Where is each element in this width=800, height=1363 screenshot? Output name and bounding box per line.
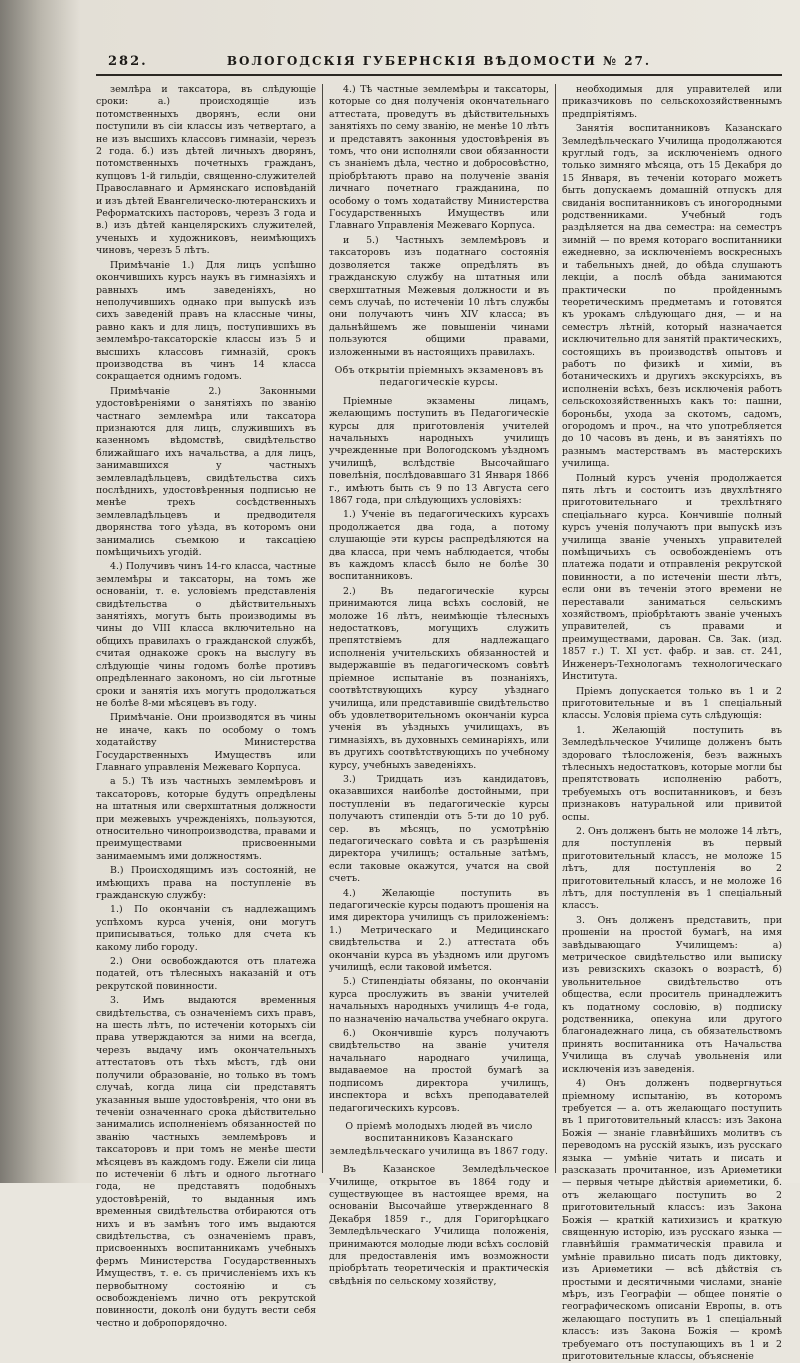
- paragraph: 1.) Ученіе въ педагогическихъ курсахъ продолжается два года, а потому слушающіе эти курсы распредѣляются на два класса, при чемъ наблюдается, чтобы въ каждомъ классѣ было не болѣе 30 воспитанниковъ.: [329, 509, 549, 583]
- paragraph: 2. Онъ долженъ быть не моложе 14 лѣтъ, для поступленія въ первый приготовительный классъ, не моложе 15 лѣтъ, для поступленія во 2 приготовительный классъ, и не моложе 16 лѣтъ, для поступленія въ 1 спеціальный классъ.: [562, 825, 782, 912]
- paragraph: 4.) Получивъ чинъ 14-го класса, частные землемѣры и таксаторы, на томъ же основаніи, т. е. условіемъ представленія свидѣтельства о дѣйствительныхъ занятіяхъ, могутъ быть производимы въ чины до VIII класса включительно на общихъ правилахъ о гражданской службѣ, считая однакоже срокъ на выслугу въ слѣдующіе чины годомъ болѣе противъ опредѣленнаго закономъ, но сіи льготные сроки и занятія ихъ могутъ продолжаться не болѣе 8-ми мѣсяцевъ въ году.: [96, 561, 316, 709]
- paragraph: Примѣчаніе 1.) Для лицъ успѣшно окончившихъ курсъ наукъ въ гимназіяхъ и равныхъ имъ заведеніяхъ, но неполучившихъ однако при выпускѣ изъ сихъ заведеній правъ на классные чины, равно какъ и для лицъ, поступившихъ въ землемѣро-таксаторскіе классы изъ 5 и высшихъ классовъ гимназій, срокъ производства въ чинъ 14 класса сокращается однимъ годомъ.: [96, 259, 316, 383]
- paragraph: 1.) По окончаніи съ надлежащимъ успѣхомъ курса ученія, они могутъ приписываться, только для счета къ какому либо городу.: [96, 904, 316, 953]
- column-left: [96, 84, 316, 1329]
- paragraph: Примѣчаніе 2.) Законными удостовѣреніями о занятіяхъ по званію частнаго землемѣра или таксатора признаются для лицъ, служившихъ въ казенномъ вѣдомствѣ, свидѣтельство ближайшаго ихъ начальства, а для лицъ, занимавшихся у частныхъ землевладѣльцевъ, свидѣтельства сихъ послѣднихъ, удостовѣренныя подписью не менѣе трехъ сосѣдственныхъ землевладѣльцевъ и предводителя дворянства того уѣзда, въ которомъ они занимались съемкою и таксаціею помѣщичьихъ угодій.: [96, 385, 316, 559]
- paragraph: 5.) Стипендіаты обязаны, по окончаніи курса прослужить въ званіи учителей начальныхъ народныхъ училищъ 4-е года, по назначенію начальства учебнаго округа.: [329, 976, 549, 1025]
- paragraph: 6.) Окончившіе курсъ получаютъ свидѣтельство на званіе учителя начальнаго народнаго училища, выдаваемое на простой бумагѣ за подписомъ директора училищъ, инспектора и всѣхъ преподавателей педагогическихъ курсовъ.: [329, 1028, 549, 1114]
- paragraph: 4.) Желающіе поступить въ педагогическіе курсы подаютъ прошенія на имя директора училищъ съ приложеніемъ: 1.) Метрическаго и Медицинскаго свидѣтельства и 2.) аттестата объ окончаніи курса въ уѣздномъ или другомъ училищѣ, если таковой имѣется.: [329, 887, 550, 974]
- paragraph: необходимыя для управителей или приказчиковъ по сельскохозяйственнымъ предпріятіямъ.: [562, 84, 782, 120]
- paragraph: В.) Происходящимъ изъ состояній, не имѣющихъ права на поступленіе въ гражданскую службу:: [96, 865, 316, 901]
- paragraph: и 5.) Частныхъ землемѣровъ и таксаторовъ изъ податнаго состоянія дозволяется также опредѣлять въ гражданскую службу на штатныя или сверхштатныя Межевыя должности и въ семъ случаѣ, по истеченіи 10 лѣтъ службы они получаютъ чинъ XIV класса; въ дальнѣйшемъ же повышеніи чинами пользуются общими правами, изложенными въ настоящихъ правилахъ.: [329, 234, 549, 358]
- page-header: [96, 48, 782, 76]
- journal-title: ВОЛОГОДСКІЯ ГУБЕРНСКІЯ ВѢДОМОСТИ № 27.: [226, 54, 652, 68]
- paragraph: 3.) Тридцать изъ кандидатовъ, оказавшихся наиболѣе достойными, при поступленіи въ педагогическіе курсы получаютъ стипендіи отъ 5-ти до 10 руб. сер. въ мѣсяцъ, по усмотрѣнію педагогическаго совѣта и съ разрѣшенія директора училищъ; остальные затѣмъ, если таковые окажутся, учатся на свой счетъ.: [329, 773, 549, 885]
- column-right: [555, 84, 782, 1363]
- paragraph: Въ Казанское Земледѣльческое Училище, открытое въ 1864 году и существующее въ настоящее время, на основаніи Высочайше утвержденнаго 8 Декабря 1859 г., для Горигорѣцкаго Земледѣльческаго Училища положенія, принимаются молодые люди всѣхъ сословій для предоставленія имъ возможности пріобрѣтать теоретическія и практическія свѣдѣнія по сельскому хозяйству,: [329, 1164, 549, 1287]
- paragraph: 2.) Они освобождаются отъ платежа податей, отъ тѣлесныхъ наказаній и отъ рекрутской повинности.: [96, 956, 316, 992]
- paragraph: 3. Имъ выдаются временныя свидѣтельства, съ означеніемъ сихъ правъ, на шесть лѣтъ, по истеченіи которыхъ сіи права утверждаются за ними на всегда, черезъ выдачу имъ окончательныхъ аттестатовъ отъ тѣхъ мѣстъ, гдѣ они получили образованіе, но только въ томъ случаѣ, когда лица сіи представятъ указанныя выше удостовѣренія, что они въ теченіи означеннаго срока дѣйствительно занимались исполненіемъ обязанностей по званію частныхъ землемѣровъ и таксаторовъ и при томъ не менѣе шести мѣсяцевъ въ каждомъ году. Ежели сіи лица по истеченіи 6 лѣтъ и одного льготнаго года, не представятъ подобныхъ удостовѣреній, то выданныя имъ временныя свидѣтельства отбираются отъ нихъ и въ замѣнъ того имъ выдаются свидѣтельства, съ означеніемъ правъ, присвоенныхъ воспитанникамъ учебныхъ фермъ Министерства Государственныхъ Имуществъ, т. е. съ причисленіемъ ихъ къ первобытному состоянію и съ освобожденіемъ лично отъ рекрутской повинности, доколѣ они будутъ вести себя честно и добропорядочно.: [96, 995, 316, 1329]
- paragraph: 4.) Тѣ частные землемѣры и таксаторы, которые со дня полученія окончательнаго аттестата, проведутъ въ дѣйствительныхъ занятіяхъ по сему званію, не менѣе 10 лѣтъ и представятъ законныя удостовѣренія въ томъ, что они исполняли свои обязанности съ знаніемъ дѣла, честно и добросовѣстно, пріобрѣтаютъ право на полученіе званія личнаго почетнаго гражданина, по особому о томъ ходатайству Министерства Государственныхъ Имуществъ или Главнаго Управленія Межеваго Корпуса.: [329, 84, 549, 232]
- section-heading: Объ открытіи пріемныхъ экзаменовъ въ педагогическіе курсы.: [334, 364, 544, 389]
- paragraph: Примѣчаніе. Они производятся въ чины не иначе, какъ по особому о томъ ходатайству Министерства Государственныхъ Имуществъ или Главнаго управленія Межеваго Корпуса.: [96, 712, 316, 773]
- page-number: 282.: [108, 54, 148, 69]
- paragraph: 3. Онъ долженъ представить, при прошеніи на простой бумагѣ, на имя завѣдывающаго Училищемъ: а) метрическое свидѣтельство или выписку изъ ревизскихъ сказокъ о возрастѣ, б) увольнительное свидѣтельство отъ общества, если проситель принадлежитъ къ податному сословію, в) подписку родственника, опекуна или другого благонадежнаго лица, съ обязательствомъ принять воспитанника отъ Начальства Училища въ случаѣ увольненія или исключенія изъ заведенія.: [562, 914, 782, 1075]
- column-middle: [322, 84, 550, 1287]
- paragraph: Занятія воспитанниковъ Казанскаго Земледѣльческаго Училища продолжаются круглый годъ, за исключеніемъ одного только зимняго мѣсяца, отъ 15 Декабря до 15 Января, въ теченіи котораго можетъ быть допускаемъ домашній отпускъ для свиданія воспитанниковъ съ иногородными родственниками. Учебный годъ раздѣляется на два семестра: на семестръ зимній — по время котораго воспитанники ежедневно, за исключеніемъ воскресныхъ и табельныхъ дней, до обѣда слушаютъ лекціи, а послѣ обѣда занимаются практически по пройденнымъ теоретическимъ предметамъ и готовятся къ урокамъ слѣдующаго дня, — и на семестръ лѣтній, который назначается исключительно для занятій практическихъ, состоящихъ въ производствѣ опытовъ и работъ по физикѣ и химіи, въ ботаническихъ и другихъ экскурсіяхъ, въ исполненіи всѣхъ, безъ исключенія работъ сельскохозяйственныхъ какъ то: пашни, бороньбы, ухода за скотомъ, садомъ, огородомъ и проч., на что употребляется до 10 часовъ въ день, и въ занятіяхъ по разнымъ мастерствамъ въ мастерскихъ училища.: [562, 123, 782, 470]
- paragraph: а 5.) Тѣ изъ частныхъ землемѣровъ и таксаторовъ, которые будутъ опредѣлены на штатныя или сверхштатныя должности при межевыхъ учрежденіяхъ, пользуются, относительно чинопроизводства, правами и преимуществами присвоенными занимаемымъ ими должностямъ.: [96, 776, 316, 862]
- paragraph: Полный курсъ ученія продолжается пять лѣтъ и состоитъ изъ двухлѣтняго приготовительнаго и трехлѣтняго спеціальнаго курса. Кончившіе полный курсъ ученія получаютъ при выпускѣ изъ училища званіе ученыхъ управителей помѣщичьихъ съ освобожденіемъ отъ платежа подати и отправленія рекрутской повинности, а по истеченіи шести лѣтъ, если они въ теченіи этого времени не переставали заниматься сельскимъ хозяйствомъ, пріобрѣтаютъ званіе ученыхъ управителей, съ правами и преимуществами, дарован. Св. Зак. (изд. 1857 г.) Т. XI уст. фабр. и зав. ст. 241, Инженеръ-Технологамъ технологическаго Института.: [562, 472, 782, 683]
- section-heading: О пріемѣ молодыхъ людей въ число воспитанниковъ Казанскаго земледѣльческаго училища въ 1867 году.: [329, 1120, 549, 1157]
- paragraph: землѣра и таксатора, въ слѣдующіе сроки: а.) происходящіе изъ потомственныхъ дворянъ, если они поступили въ сіи классы изъ четвертаго, а не изъ высшихъ классовъ гимназіи, черезъ 2 года. б.) изъ дѣтей личныхъ дворянъ, потомственныхъ почетныхъ гражданъ, купцовъ 1-й гильдіи, священно-служителей Православнаго и Армянскаго исповѣданій и изъ дѣтей Евангелическо-лютеранскихъ и Реформатскихъ пасторовъ, черезъ 3 года и в.) изъ дѣтей канцелярскихъ служителей, ученыхъ и художниковъ, неимѣющихъ чиновъ, черезъ 5 лѣтъ.: [96, 84, 316, 257]
- paragraph: 2.) Въ педагогическіе курсы принимаются лица всѣхъ сословій, не моложе 16 лѣтъ, неимѣющіе тѣлесныхъ недостатковъ, могущихъ служить препятствіемъ для надлежащаго исполненія учительскихъ обязанностей и выдержавшіе въ педагогическомъ совѣтѣ пріемное испытаніе въ познаніяхъ, соотвѣтствующихъ курсу уѣзднаго училища, или представившіе свидѣтельство объ удовлетворительномъ окончаніи курса ученія въ уѣздныхъ училищахъ, въ гимназіяхъ, въ духовныхъ семинаріяхъ, или въ другихъ соотвѣтствующихъ по учебному курсу, учебныхъ заведеніяхъ.: [329, 585, 549, 771]
- paragraph: 1. Желающій поступить въ Земледѣльческое Училище долженъ быть здороваго тѣлосложенія, безъ важныхъ тѣлесныхъ недостатковъ, которые могли бы препятствовать исполненію работъ, требуемыхъ отъ воспитанниковъ, и безъ признаковъ натуральной или привитой оспы.: [562, 724, 782, 823]
- paragraph: 4) Онъ долженъ подвергнуться пріемному испытанію, въ которомъ требуется — а. отъ желающаго поступить въ 1 приготовительный классъ: изъ Закона Божія — знаніе главнѣйшихъ молитвъ съ переводомъ на русскій языкъ, изъ русскаго языка — умѣніе читать и писать и разсказать прочитанное, изъ Ариѳметики — первыя четыре дѣйствія ариѳметики, б. отъ желающаго поступить во 2 приготовительный классъ: изъ Закона Божія — краткій катихизисъ и краткую священную исторію, изъ русскаго языка — главнѣйшія грамматическія правила и умѣніе правильно писать подъ диктовку, изъ Ариѳметики — всѣ дѣйствія съ простыми и десятичными числами, знаніе мѣръ, изъ Географіи — общее понятіе о географическомъ описаніи Европы, в. отъ желающаго поступить въ 1 спеціальный классъ: изъ Закона Божія — кромѣ требуемаго отъ поступающихъ въ 1 и 2 приготовительные классы, объясненіе: [562, 1078, 782, 1363]
- paragraph: Пріемъ допускается только въ 1 и 2 приготовительные и въ 1 спеціальный классы. Условія пріема суть слѣдующія:: [562, 685, 782, 722]
- text-columns: [96, 84, 782, 1363]
- paragraph: Пріемные экзамены лицамъ, желающимъ поступить въ Педагогическіе курсы для приготовленія учителей начальныхъ народныхъ училищъ учрежденные при Вологодскомъ уѣздномъ училищѣ, вслѣдствіе Высочайшаго повелѣнія, послѣдовавшаго 31 Января 1866 г., имѣютъ быть съ 9 по 13 Августа сего 1867 года, при слѣдующихъ условіяхъ:: [329, 395, 549, 506]
